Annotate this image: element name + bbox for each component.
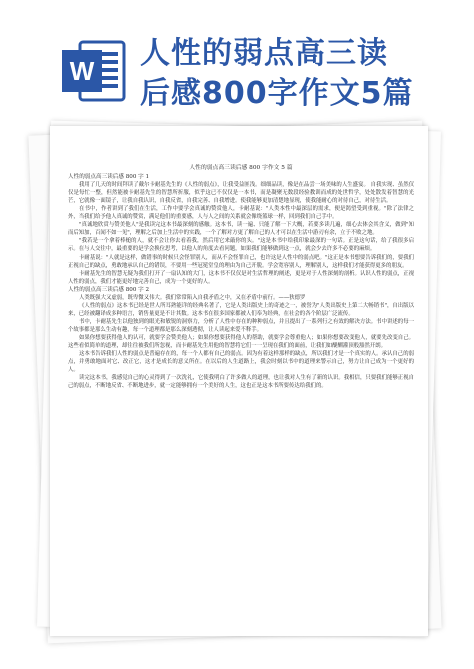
document-title: 人性的弱点高三读后感 800 字作文 5 篇: [189, 165, 293, 171]
paragraph: 如果你想要获得他人的认可，就要学会赞美他人；如果你想要获得他人的帮助，就要学会尊重他人；如果你想要改变他人，就要先改变自己。这些看似简单的道理，却往往被我们所忽视，而卡耐基先生用他的智慧将它们一一呈现在我们的面前，让我们如醍醐灌顶般豁然开朗。: [68, 334, 414, 350]
paragraph: 卡耐基说："人就是这样，做错事的时候只会怪罪别人，而从不会怪罪自己，也许这是人性中的弱点吧。"这正是本书想要告诉我们的，要我们正视自己的缺点，勇敢地承认自己的错误，不要用一些冠冕堂皇的理由为自己开脱。学会宽容别人，理解别人，这样我们才能获得更多的朋友。: [68, 254, 414, 269]
paragraph: 书中，卡耐基先生以他独到的眼光和敏锐的洞察力，分析了人性中存在的种种弱点，并且提出了一系列行之有效的解决方法。书中讲述的每一个故事都是那么生动有趣，每一个道理都是那么深刻透彻，让人读起来爱不释手。: [68, 318, 414, 333]
title-line-1: 人性的弱点高三读: [140, 36, 388, 71]
paragraph: "真诚地欣赏与赞美他人"是我读完这本书最深刻的感触。这本书，读一遍、只能了解一下大概，若要多读几遍，细心去体会其含义，做到"知而后知加，百闻不如一见"，理解之后加上生活中的实践，一个了解对方更了解自己的人才可以在生活中游刃有余，立于不败之地。: [68, 222, 414, 237]
word-document-icon: [58, 38, 128, 108]
paragraph: 这本书告诉我们人性的弱点是普遍存在的，每一个人都有自己的弱点。因为有着这样那样的缺点，所以我们才是一个真实的人。承认自己的弱点，并勇敢地面对它、改正它，这才是成长的意义所在。在以后的人生道路上，我会时刻以书中的道理来警示自己，努力让自己成为一个更好的人。: [68, 351, 414, 374]
paragraph: 卡耐基先生的智慧无疑为我们打开了一扇认知的大门，这本书不仅仅是对生活哲理的阐述，更是对于人性深刻的剖析。认识人性的弱点，正视人性的弱点，我们才能更好地完善自己，成为一个更好的人。: [68, 270, 414, 285]
paragraph: 人类既强大又虚弱，既卑微又伟大。我们常常陷入自我矛盾之中，又在矛盾中前行。——狄德罗: [79, 294, 306, 301]
paragraph: 读完这本书，我感觉自己的心灵得到了一次洗礼，它使我明白了许多做人的道理，也让我对人生有了新的认识。我相信，只要我们能够正视自己的弱点，不断地反省、不断地进步，就一定能够拥有一个美好的人生，这也正是这本书所要传达给我们的。: [68, 375, 414, 390]
title-line-2: 后感800字作文5篇: [140, 76, 414, 111]
section-heading-2: 人性的弱点高三读后感 800 字 2: [68, 286, 150, 293]
section-heading-1: 人性的弱点高三读后感 800 字 1: [68, 174, 150, 181]
document-content: [68, 164, 414, 390]
paragraph: 《人性的弱点》这本书已经是世人所耳熟能详的经典名著了，它是人类出版史上的奇迹之一，被誉为"人类出版史上第二大畅销书"，自出版以来，已经被翻译成多种语言，销售量更是不计其数。这本书在很多国家都被人们奉为经典，在社会的各个阶层广泛流传。: [68, 302, 414, 317]
document-page: [50, 126, 428, 636]
svg-text:W: W: [69, 56, 95, 86]
paragraph: "我若是一个拿着棒槌的人，就不会让你去看着我，然后用它来敲你的头。"这是本书中给我印象最深的一句话。正是这句话，给了我很多启示。在与人交往中，最重要的是学会换位思考，以他人的角度去看问题，如果我们能够做到这一点，就会少去许多不必要的麻烦。: [68, 238, 414, 253]
header: [0, 0, 474, 120]
paragraph: 我用了几天的时间拜读了戴尔卡耐基先生的《人性的弱点》，让我受益匪浅。细细品读，像是在品尝一场美味的人生盛宴。 自我实现、虽然仅仅是每忙一整，但然能被卡耐基先生的智慧所折服，似乎这已不仅仅是一本书，而是凝聚无数段经验教训而成的处世哲学，处处散发着智慧的光芒，它就像一面镜子，让我自我认识，自我反省，自我完善、自我增进。使我能够更加清楚地显现，使我能耐心的对待自己，对待生活。: [68, 182, 414, 205]
paragraph: 在书中，作者讲到了我们在生活，工作中要学会真诚的赞赏他人，卡耐基说："人类本性中最深层的需求，便是渴望受到重视。"除了法律之外，当我们给予他人真诚的赞赏，满足他们的重要感，人与人之间的关系就会像绕篮球一样，回到我们自己手中。: [68, 206, 414, 221]
